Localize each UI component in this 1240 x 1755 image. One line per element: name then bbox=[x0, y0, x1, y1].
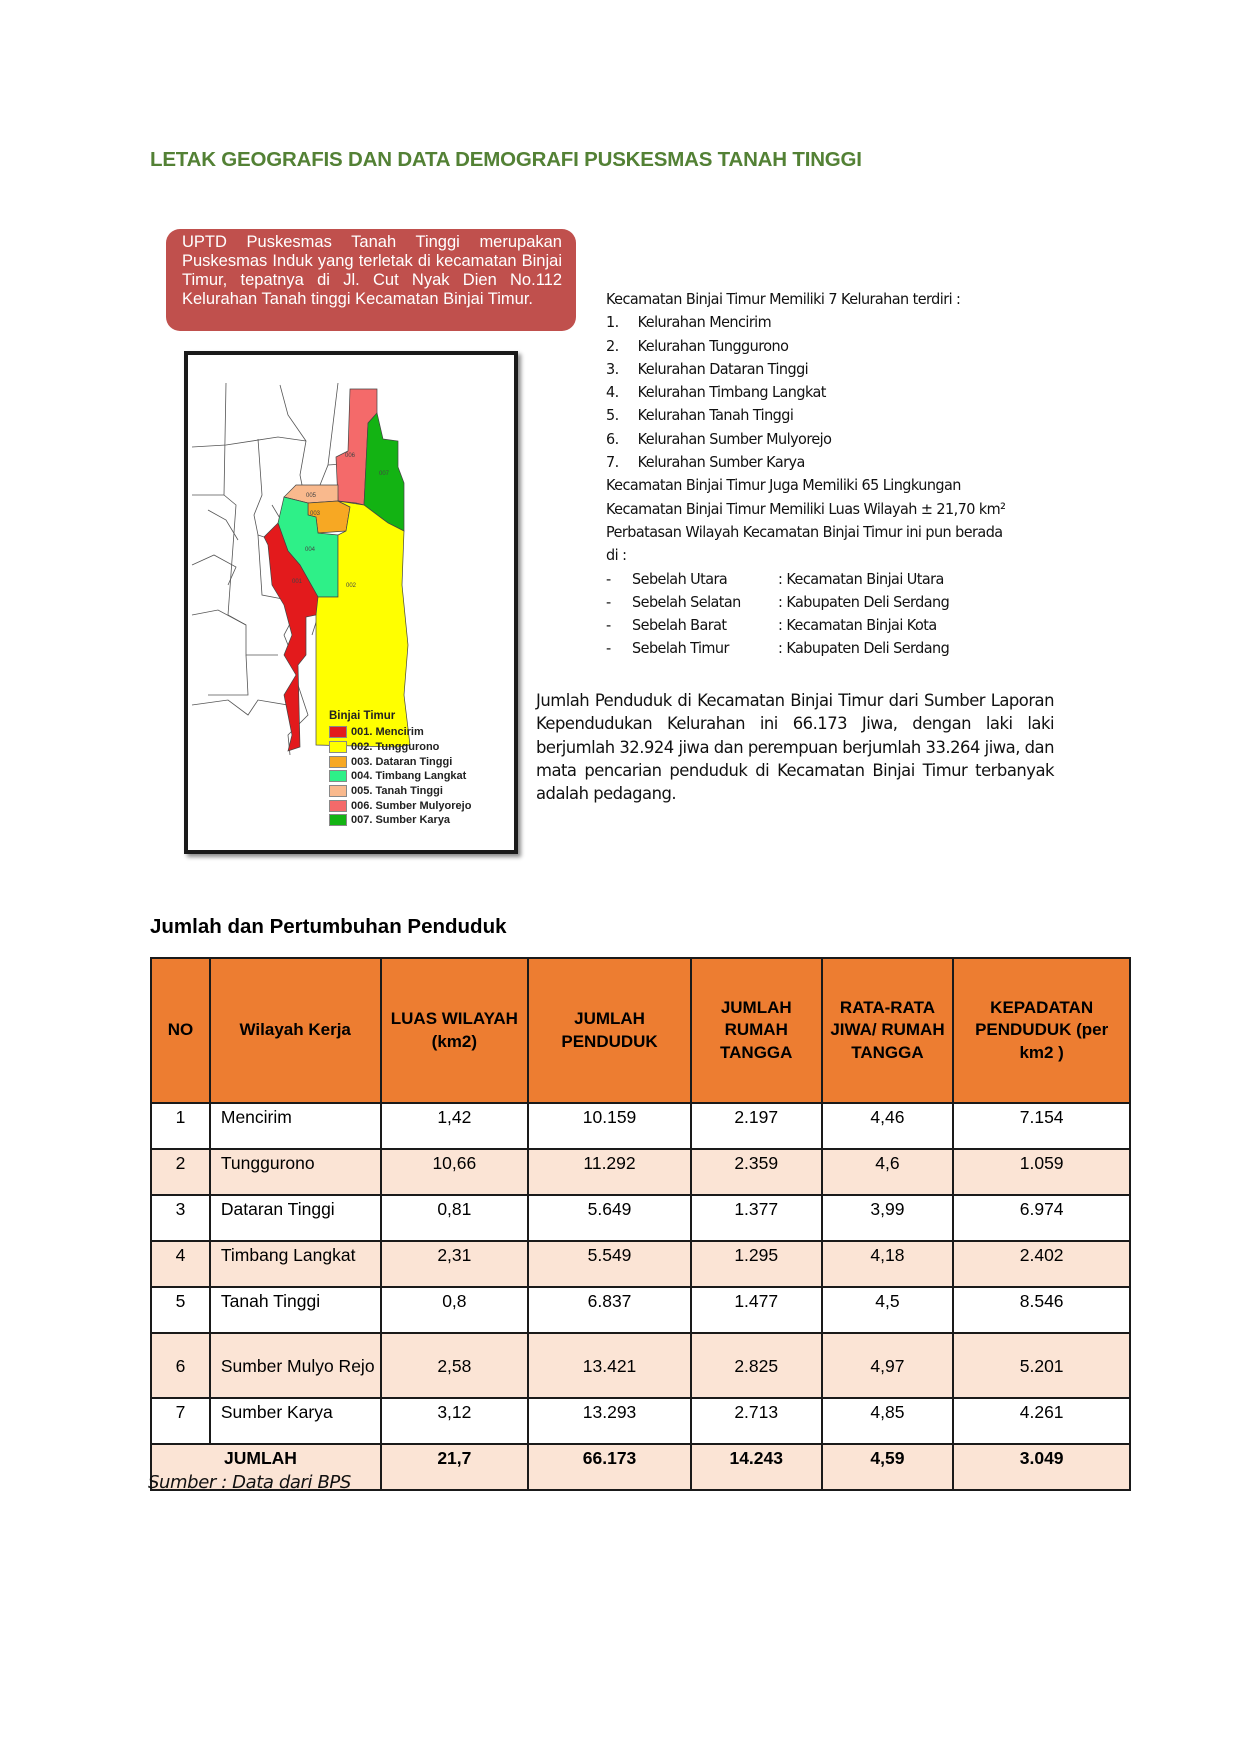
cell-rumah-tangga: 1.295 bbox=[691, 1241, 822, 1287]
list-number: 4. bbox=[606, 383, 619, 402]
cell-rumah-tangga: 1.377 bbox=[691, 1195, 822, 1241]
cell-rata-rata: 4,5 bbox=[822, 1287, 954, 1333]
area-size: Kecamatan Binjai Timur Memiliki Luas Wilayah ± 21,70 km² bbox=[606, 499, 1006, 518]
border-item bbox=[606, 591, 1005, 614]
cell-wilayah: Tanah Tinggi bbox=[210, 1287, 381, 1333]
cell-penduduk: 13.421 bbox=[528, 1333, 691, 1398]
legend-item bbox=[329, 725, 471, 740]
legend-item bbox=[329, 798, 471, 813]
label-006: 006 bbox=[345, 453, 356, 459]
label-004: 004 bbox=[305, 547, 316, 553]
legend-label: 002. Tunggurono bbox=[351, 741, 440, 754]
border-item bbox=[606, 568, 1005, 591]
total-penduduk: 66.173 bbox=[528, 1444, 691, 1490]
cell-wilayah: Sumber Karya bbox=[210, 1398, 381, 1444]
cell-rumah-tangga: 2.825 bbox=[691, 1333, 822, 1398]
table-row bbox=[151, 1103, 1130, 1149]
dash: - bbox=[606, 639, 611, 658]
page-title: LETAK GEOGRAFIS DAN DATA DEMOGRAFI PUSKESMAS TANAH TINGGI bbox=[150, 148, 862, 171]
header-wilayah: Wilayah Kerja bbox=[210, 958, 381, 1103]
total-rata-rata: 4,59 bbox=[822, 1444, 954, 1490]
header-rata-rata: RATA-RATA JIWA/ RUMAH TANGGA bbox=[822, 958, 954, 1103]
cell-wilayah: Dataran Tinggi bbox=[210, 1195, 381, 1241]
cell-penduduk: 5.549 bbox=[528, 1241, 691, 1287]
legend-label: 003. Dataran Tinggi bbox=[351, 755, 453, 768]
cell-no: 7 bbox=[151, 1398, 210, 1444]
legend-swatch bbox=[329, 800, 347, 812]
legend-label: 001. Mencirim bbox=[351, 726, 424, 739]
border-value: : Kabupaten Deli Serdang bbox=[778, 592, 950, 611]
list-number: 7. bbox=[606, 453, 619, 472]
kelurahan-list-item bbox=[606, 451, 1005, 474]
kelurahan-info bbox=[606, 288, 1005, 661]
legend-swatch bbox=[329, 726, 347, 738]
kelurahan-name: Kelurahan Sumber Karya bbox=[637, 453, 805, 472]
cell-luas: 2,58 bbox=[381, 1333, 529, 1398]
binjai-timur-map bbox=[184, 351, 518, 854]
cell-kepadatan: 1.059 bbox=[953, 1149, 1130, 1195]
header-kepadatan: KEPADATAN PENDUDUK (per km2 ) bbox=[953, 958, 1130, 1103]
total-luas: 21,7 bbox=[381, 1444, 529, 1490]
legend-title: Binjai Timur bbox=[329, 710, 396, 722]
label-005: 005 bbox=[306, 493, 317, 499]
legend-label: 007. Sumber Karya bbox=[351, 814, 451, 827]
header-penduduk: JUMLAH PENDUDUK bbox=[528, 958, 691, 1103]
total-label: JUMLAH bbox=[151, 1444, 381, 1490]
cell-penduduk: 10.159 bbox=[528, 1103, 691, 1149]
legend-swatch bbox=[329, 756, 347, 768]
label-007: 007 bbox=[379, 471, 390, 477]
dash: - bbox=[606, 592, 611, 611]
legend-swatch bbox=[329, 785, 347, 797]
header-rumah-tangga: JUMLAH RUMAH TANGGA bbox=[691, 958, 822, 1103]
table-row bbox=[151, 1333, 1130, 1398]
border-side: Sebelah Utara bbox=[632, 569, 728, 588]
legend-item bbox=[329, 769, 471, 784]
label-002: 002 bbox=[346, 583, 357, 589]
border-side: Sebelah Timur bbox=[632, 639, 729, 658]
kelurahan-name: Kelurahan Sumber Mulyorejo bbox=[637, 429, 832, 448]
list-number: 2. bbox=[606, 336, 619, 355]
cell-rumah-tangga: 2.197 bbox=[691, 1103, 822, 1149]
kelurahan-list-item bbox=[606, 428, 1005, 451]
table-row bbox=[151, 1398, 1130, 1444]
section-title: Jumlah dan Pertumbuhan Penduduk bbox=[150, 915, 507, 938]
legend-label: 004. Timbang Langkat bbox=[351, 770, 467, 783]
cell-kepadatan: 2.402 bbox=[953, 1241, 1130, 1287]
kelurahan-list-item bbox=[606, 311, 1005, 334]
border-value: : Kabupaten Deli Serdang bbox=[778, 639, 950, 658]
cell-kepadatan: 8.546 bbox=[953, 1287, 1130, 1333]
table-header-row bbox=[151, 958, 1130, 1103]
cell-wilayah: Sumber Mulyo Rejo bbox=[210, 1333, 381, 1398]
cell-kepadatan: 4.261 bbox=[953, 1398, 1130, 1444]
cell-rumah-tangga: 1.477 bbox=[691, 1287, 822, 1333]
kelurahan-name: Kelurahan Dataran Tinggi bbox=[637, 359, 809, 378]
kelurahan-list-item bbox=[606, 358, 1005, 381]
cell-luas: 10,66 bbox=[381, 1149, 529, 1195]
label-003: 003 bbox=[310, 511, 321, 517]
cell-penduduk: 13.293 bbox=[528, 1398, 691, 1444]
kelurahan-list-item bbox=[606, 335, 1005, 358]
cell-luas: 0,81 bbox=[381, 1195, 529, 1241]
kelurahan-intro: Kecamatan Binjai Timur Memiliki 7 Kelurahan terdiri : bbox=[606, 290, 961, 308]
cell-penduduk: 6.837 bbox=[528, 1287, 691, 1333]
kelurahan-name: Kelurahan Tanah Tinggi bbox=[637, 406, 794, 425]
cell-rumah-tangga: 2.713 bbox=[691, 1398, 822, 1444]
kelurahan-name: Kelurahan Mencirim bbox=[637, 313, 772, 332]
total-rumah-tangga: 14.243 bbox=[691, 1444, 822, 1490]
cell-rata-rata: 4,46 bbox=[822, 1103, 954, 1149]
cell-no: 1 bbox=[151, 1103, 210, 1149]
cell-luas: 2,31 bbox=[381, 1241, 529, 1287]
legend-item bbox=[329, 784, 471, 799]
header-no: NO bbox=[151, 958, 210, 1103]
source-note: Sumber : Data dari BPS bbox=[148, 1472, 351, 1493]
cell-wilayah: Tunggurono bbox=[210, 1149, 381, 1195]
map-legend bbox=[329, 710, 471, 828]
legend-swatch bbox=[329, 814, 347, 826]
cell-rata-rata: 4,97 bbox=[822, 1333, 954, 1398]
border-side: Sebelah Barat bbox=[632, 616, 727, 635]
border-item bbox=[606, 614, 1005, 637]
kelurahan-list-item bbox=[606, 404, 1005, 427]
legend-swatch bbox=[329, 770, 347, 782]
cell-wilayah: Timbang Langkat bbox=[210, 1241, 381, 1287]
legend-label: 005. Tanah Tinggi bbox=[351, 785, 443, 798]
kelurahan-list-item bbox=[606, 381, 1005, 404]
cell-rata-rata: 4,18 bbox=[822, 1241, 954, 1287]
legend-item bbox=[329, 754, 471, 769]
border-item bbox=[606, 637, 1005, 660]
kelurahan-name: Kelurahan Tunggurono bbox=[637, 336, 789, 355]
cell-kepadatan: 5.201 bbox=[953, 1333, 1130, 1398]
list-number: 1. bbox=[606, 313, 619, 332]
cell-penduduk: 5.649 bbox=[528, 1195, 691, 1241]
cell-rumah-tangga: 2.359 bbox=[691, 1149, 822, 1195]
cell-wilayah: Mencirim bbox=[210, 1103, 381, 1149]
legend-label: 006. Sumber Mulyorejo bbox=[351, 799, 472, 812]
cell-no: 6 bbox=[151, 1333, 210, 1398]
cell-no: 2 bbox=[151, 1149, 210, 1195]
cell-luas: 1,42 bbox=[381, 1103, 529, 1149]
legend-item bbox=[329, 740, 471, 755]
cell-luas: 0,8 bbox=[381, 1287, 529, 1333]
population-table bbox=[150, 957, 1131, 1491]
cell-luas: 3,12 bbox=[381, 1398, 529, 1444]
label-001: 001 bbox=[292, 579, 303, 585]
total-kepadatan: 3.049 bbox=[953, 1444, 1130, 1490]
border-intro-cont: di : bbox=[606, 546, 627, 565]
border-side: Sebelah Selatan bbox=[632, 592, 741, 611]
cell-kepadatan: 7.154 bbox=[953, 1103, 1130, 1149]
cell-rata-rata: 4,85 bbox=[822, 1398, 954, 1444]
list-number: 6. bbox=[606, 429, 619, 448]
cell-no: 5 bbox=[151, 1287, 210, 1333]
location-callout-box: UPTD Puskesmas Tanah Tinggi merupakan Puskesmas Induk yang terletak di kecamatan Binjai Timur, tepatnya di Jl. Cut Nyak Dien No.112 Kelurahan Tanah tinggi Kecamatan Binjai Timur. bbox=[166, 229, 576, 331]
legend-item bbox=[329, 813, 471, 828]
dash: - bbox=[606, 569, 611, 588]
table-row bbox=[151, 1287, 1130, 1333]
header-luas: LUAS WILAYAH (km2) bbox=[381, 958, 529, 1103]
border-intro: Perbatasan Wilayah Kecamatan Binjai Timur ini pun berada bbox=[606, 522, 1003, 541]
population-paragraph: Jumlah Penduduk di Kecamatan Binjai Timur dari Sumber Laporan Kependudukan Kelurahan ini 66.173 Jiwa, dengan laki laki berjumlah 32.924 jiwa dan perempuan berjumlah 33.264 jiwa, dan mata pencarian penduduk di Kecamatan Binjai Timur terbanyak adalah pedagang. bbox=[536, 691, 1054, 804]
border-value: : Kecamatan Binjai Kota bbox=[778, 616, 937, 635]
cell-no: 3 bbox=[151, 1195, 210, 1241]
border-value: : Kecamatan Binjai Utara bbox=[778, 569, 944, 588]
lingkungan-count: Kecamatan Binjai Timur Juga Memiliki 65 Lingkungan bbox=[606, 476, 961, 495]
cell-penduduk: 11.292 bbox=[528, 1149, 691, 1195]
cell-rata-rata: 4,6 bbox=[822, 1149, 954, 1195]
list-number: 3. bbox=[606, 359, 619, 378]
dash: - bbox=[606, 616, 611, 635]
cell-rata-rata: 3,99 bbox=[822, 1195, 954, 1241]
table-row bbox=[151, 1241, 1130, 1287]
list-number: 5. bbox=[606, 406, 619, 425]
cell-no: 4 bbox=[151, 1241, 210, 1287]
kelurahan-name: Kelurahan Timbang Langkat bbox=[637, 383, 826, 402]
legend-swatch bbox=[329, 741, 347, 753]
cell-kepadatan: 6.974 bbox=[953, 1195, 1130, 1241]
table-row bbox=[151, 1149, 1130, 1195]
table-row bbox=[151, 1195, 1130, 1241]
